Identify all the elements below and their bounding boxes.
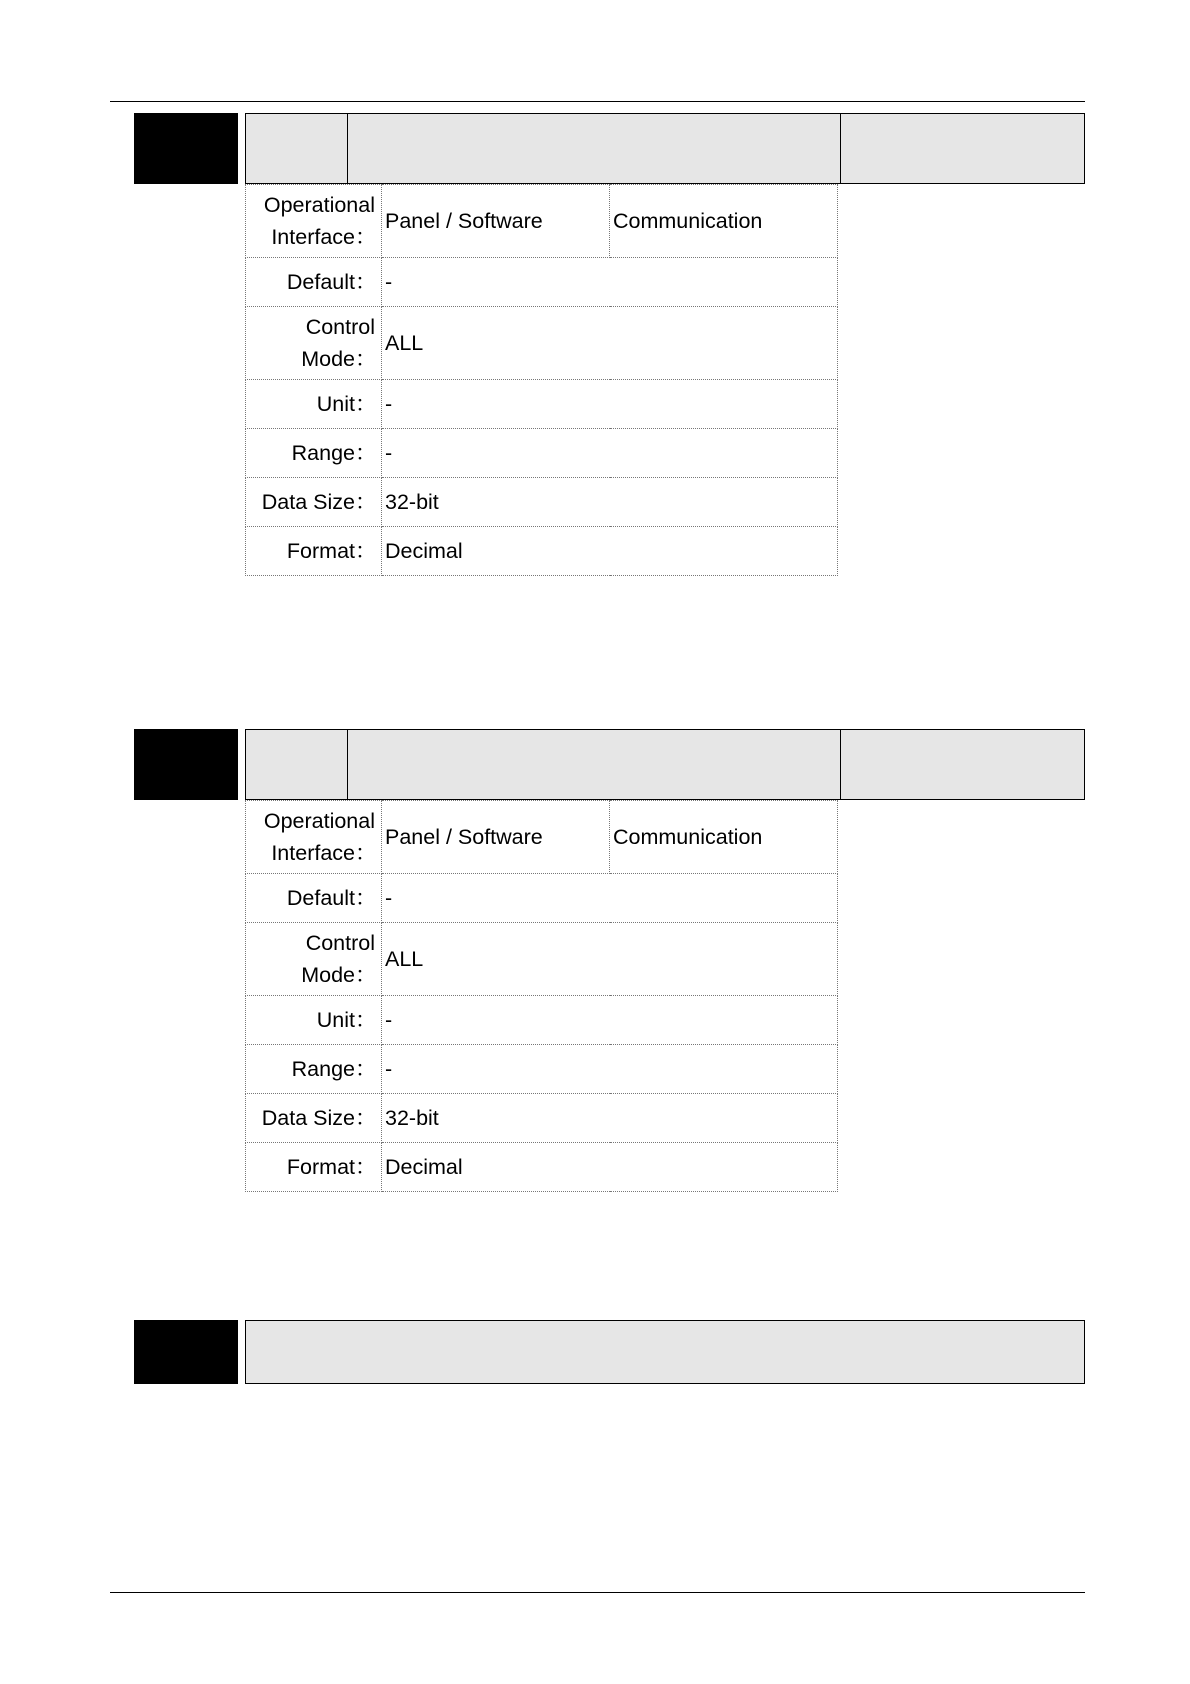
format-label: Format： xyxy=(246,1143,382,1192)
control-mode-value: ALL xyxy=(382,923,838,996)
range-label: Range： xyxy=(246,1045,382,1094)
table-row-data-size xyxy=(246,1094,838,1143)
table-row-default xyxy=(246,258,838,307)
table-row-range xyxy=(246,1045,838,1094)
param-table xyxy=(245,184,838,576)
data-size-label: Data Size： xyxy=(246,478,382,527)
default-value: - xyxy=(382,874,838,923)
format-value: Decimal xyxy=(382,527,838,576)
param-number-box xyxy=(134,1320,238,1384)
unit-value: - xyxy=(382,380,838,429)
interface-panel-value: Panel / Software xyxy=(382,801,610,874)
unit-label: Unit： xyxy=(246,996,382,1045)
table-row-control-mode xyxy=(246,307,838,380)
range-label: Range： xyxy=(246,429,382,478)
param-header-bar xyxy=(245,113,1085,184)
table-row-unit xyxy=(246,380,838,429)
param-name-cell xyxy=(347,730,348,799)
data-size-value: 32-bit xyxy=(382,1094,838,1143)
data-size-value: 32-bit xyxy=(382,478,838,527)
interface-label: Operational Interface： xyxy=(246,801,382,874)
interface-label: Operational Interface： xyxy=(246,185,382,258)
param-name-cell xyxy=(347,114,348,183)
param-address-cell xyxy=(840,114,841,183)
data-size-label: Data Size： xyxy=(246,1094,382,1143)
interface-comm-value: Communication xyxy=(610,801,838,874)
table-row-control-mode xyxy=(246,923,838,996)
param-number-box xyxy=(134,729,238,800)
range-value: - xyxy=(382,429,838,478)
interface-comm-value: Communication xyxy=(610,185,838,258)
param-table xyxy=(245,800,838,1192)
param-header-bar xyxy=(245,1320,1085,1384)
format-value: Decimal xyxy=(382,1143,838,1192)
interface-panel-value: Panel / Software xyxy=(382,185,610,258)
table-row-unit xyxy=(246,996,838,1045)
range-value: - xyxy=(382,1045,838,1094)
table-row-format xyxy=(246,527,838,576)
default-label: Default： xyxy=(246,874,382,923)
unit-label: Unit： xyxy=(246,380,382,429)
default-label: Default： xyxy=(246,258,382,307)
top-rule xyxy=(110,101,1085,102)
format-label: Format： xyxy=(246,527,382,576)
control-mode-label: Control Mode： xyxy=(246,307,382,380)
control-mode-value: ALL xyxy=(382,307,838,380)
table-row-default xyxy=(246,874,838,923)
bottom-rule xyxy=(110,1592,1085,1593)
control-mode-label: Control Mode： xyxy=(246,923,382,996)
param-header-bar xyxy=(245,729,1085,800)
unit-value: - xyxy=(382,996,838,1045)
table-row-format xyxy=(246,1143,838,1192)
table-row-interface xyxy=(246,185,838,258)
default-value: - xyxy=(382,258,838,307)
param-address-cell xyxy=(840,730,841,799)
table-row-data-size xyxy=(246,478,838,527)
param-number-box xyxy=(134,113,238,184)
table-row-interface xyxy=(246,801,838,874)
table-row-range xyxy=(246,429,838,478)
